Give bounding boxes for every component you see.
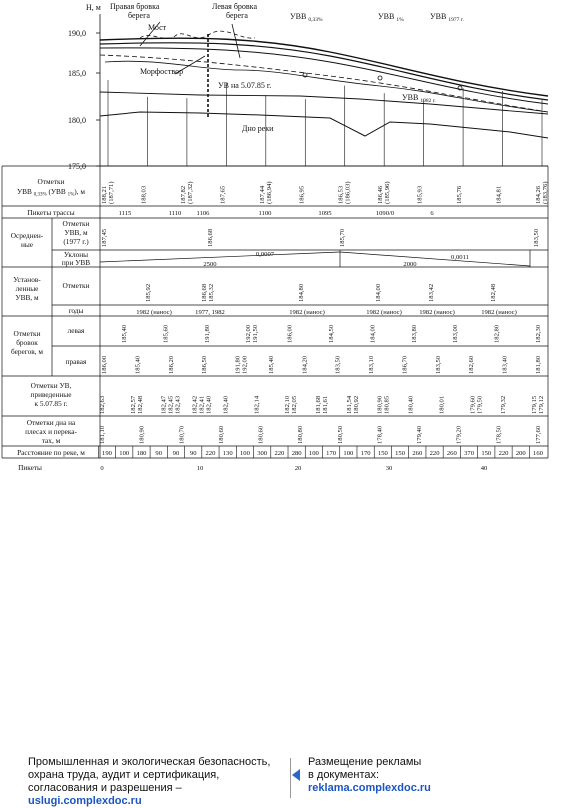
picket-trace-value: 6 <box>430 210 434 217</box>
picket-axis-value: 10 <box>196 465 204 472</box>
uv-value: 179,15 <box>531 395 538 414</box>
uv-value: 182,47 <box>160 395 168 414</box>
row-header-slopes-1: Уклоны <box>63 250 89 259</box>
row-header-averaged-1: Осреднен- <box>10 231 44 240</box>
picket-trace-value: 1110 <box>168 210 182 217</box>
y-axis-label: H, м <box>86 3 101 12</box>
distance-value: 370 <box>464 450 474 457</box>
uvv-mark-value: 186,95 <box>298 185 306 204</box>
uv-value: 181,54 <box>345 395 353 414</box>
uvv-033-label: УВВ $_{0,33\%}$ <box>290 12 323 23</box>
row-header-bank-left: левая <box>67 326 85 335</box>
bottom-value: 180,80 <box>297 425 305 444</box>
bank-right-value: 186,00 <box>101 355 108 374</box>
uv-value: 179,12 <box>538 395 545 414</box>
footer-left-line2: охрана труда, аудит и сертификация, <box>28 769 220 781</box>
uvv-mark-value: 187,65 <box>219 185 227 204</box>
bank-right-value: 185,40 <box>134 355 142 374</box>
row-header-bank-marks-2: бровок <box>16 338 38 347</box>
bank-left-value: 184,50 <box>328 324 335 343</box>
uv-1985-line <box>100 92 548 114</box>
footer <box>0 754 576 807</box>
uv-value: 182,42 <box>191 395 199 414</box>
distance-value: 100 <box>308 450 319 457</box>
arrow-left-icon <box>292 769 300 781</box>
footer-right-line1: Размещение рекламы <box>308 756 422 768</box>
y-tick-label: 185,0 <box>68 69 86 78</box>
uvv-mark-value: 185,93 <box>416 185 424 204</box>
distance-value: 180 <box>136 450 147 457</box>
uvv-mark-value: 188,03 <box>140 185 148 204</box>
uvv-1-label: УВВ $_{1\%}$ <box>378 12 404 23</box>
uv-value: 182,40 <box>222 395 230 414</box>
established-value: 183,42 <box>428 283 435 302</box>
uvv-mark-value: 187,82 <box>179 185 187 204</box>
established-year: 1982 (нанос) <box>481 309 517 316</box>
row-header-slopes-2: при УВВ <box>61 258 91 267</box>
established-value: 185,92 <box>145 283 152 302</box>
y-tick-label: 175,0 <box>68 162 86 171</box>
left-bank-label-2: берега <box>226 11 248 20</box>
uv-value: 179,32 <box>500 395 508 414</box>
uvv-mark-value: (183,76) <box>542 181 549 204</box>
uvv-mark-value: (185,96) <box>384 181 392 204</box>
picket-trace-value: 1106 <box>196 210 210 217</box>
uvv-mark-value: 186,46 <box>377 185 385 204</box>
uv-value: 182,10 <box>284 395 292 414</box>
distance-value: 150 <box>395 450 406 457</box>
bottom-value: 178,50 <box>495 425 503 444</box>
bank-left-value: 182,80 <box>493 324 501 343</box>
uv-value: 182,43 <box>174 395 182 414</box>
uvv-mark-value: (187,32) <box>186 181 194 204</box>
row-header-uvv-marks-2: УВВ $_{0,33\%}$ (УВВ $_{1\%}$), м <box>16 187 86 198</box>
picket-axis-value: 0 <box>100 465 104 472</box>
uv-date-label: УВ на 5.07.85 г. <box>218 81 272 90</box>
established-year: 1982 (нанос) <box>136 309 172 316</box>
distance-value: 130 <box>222 450 233 457</box>
bridge-label: Мост <box>148 23 167 32</box>
distance-value: 300 <box>257 450 268 457</box>
picket-trace-value: 1100 <box>258 210 272 217</box>
bottom-value: 177,60 <box>535 425 542 444</box>
uv-value: 180,01 <box>438 395 446 414</box>
uv-value: 181,61 <box>322 395 329 414</box>
footer-separator <box>290 758 291 798</box>
riverbed-label: Дно реки <box>242 124 274 133</box>
established-value: 184,80 <box>298 283 305 302</box>
footer-left <box>28 756 286 808</box>
bottom-value: 180,70 <box>178 425 186 444</box>
distance-value: 220 <box>205 450 216 457</box>
bottom-value: 178,40 <box>376 425 384 444</box>
uv-value: 179,60 <box>469 395 477 414</box>
distance-value: 170 <box>326 450 337 457</box>
bank-left-value: 185,60 <box>162 324 170 343</box>
uvv-1977-label: УВВ $_{1977 г.}$ <box>430 12 464 23</box>
uv-value: 182,40 <box>205 395 213 414</box>
y-tick-label: 190,0 <box>68 29 86 38</box>
row-header-bank-marks-1: Отметки <box>13 329 41 338</box>
distance-value: 160 <box>533 450 543 457</box>
row-header-established-2: ленные <box>15 284 39 293</box>
picket-axis-value: 30 <box>385 465 393 472</box>
distance-value: 260 <box>412 450 423 457</box>
distance-value: 90 <box>172 450 180 457</box>
distance-value: 280 <box>291 450 302 457</box>
distance-value: 90 <box>155 450 163 457</box>
footer-right-line2: в документах: <box>308 769 380 781</box>
row-header-established-years: годы <box>68 306 84 315</box>
uv-value: 182,05 <box>291 395 299 414</box>
row-header-established-3: УВВ, м <box>15 293 39 302</box>
bank-left-value: 185,40 <box>121 324 128 343</box>
distance-value: 220 <box>274 450 285 457</box>
averaged-uvv-value: 185,70 <box>339 228 346 247</box>
distance-value: 170 <box>360 450 371 457</box>
bank-right-value: 192,00 <box>241 355 249 374</box>
slope-line <box>100 252 340 262</box>
footer-left-link[interactable]: uslugi.complexdoc.ru <box>28 795 142 807</box>
uvv-mark-value: (186,03) <box>344 181 352 204</box>
row-header-bank-right: правая <box>65 357 87 366</box>
footer-left-line3 <box>28 782 286 808</box>
distance-value: 190 <box>102 450 112 457</box>
row-header-averaged-2: ные <box>20 240 34 249</box>
row-header-uv-marks-1: Отметки УВ, <box>30 381 72 390</box>
row-header-bank-marks-3: берегов, м <box>11 347 43 356</box>
bank-left-value: 182,30 <box>535 324 542 343</box>
bottom-value: 180,60 <box>217 425 225 444</box>
bottom-value: 181,10 <box>99 425 106 444</box>
uv-value: 182,57 <box>129 395 137 414</box>
established-year: 1982 (нанос) <box>419 309 455 316</box>
row-header-pickets: Пикеты <box>18 463 42 472</box>
bank-left-value: 192,00 <box>245 324 253 343</box>
bank-right-value: 182,60 <box>468 355 476 374</box>
picket-axis-value: 20 <box>294 465 302 472</box>
slope-length: 2000 <box>403 261 417 268</box>
picket-trace-value: 1090/0 <box>375 210 395 217</box>
uv-value: 180,90 <box>376 395 384 414</box>
bank-right-value: 186,20 <box>167 355 175 374</box>
distance-value: 220 <box>498 450 509 457</box>
uv-value: 181,68 <box>315 395 322 414</box>
bank-right-value: 186,50 <box>201 355 209 374</box>
footer-left-line1: Промышленная и экологическая безопасность, <box>28 756 271 768</box>
established-value: 186,68 <box>201 283 208 302</box>
row-header-bottom-1: Отметки дна на <box>26 418 76 427</box>
established-year: 1977, 1982 <box>195 309 225 316</box>
footer-left-line3-text: согласования и разрешения – <box>28 782 182 794</box>
averaged-uvv-value: 186,68 <box>207 228 214 247</box>
uvv-1982-label: УВВ $_{1982 г.}$ <box>402 93 436 104</box>
uvv-mark-value: 186,53 <box>337 185 345 204</box>
uv-value: 180,92 <box>352 395 360 414</box>
row-header-averaged-uvv-2: УВВ, м <box>64 228 88 237</box>
distance-value: 150 <box>377 450 388 457</box>
uv-value: 182,41 <box>198 395 206 414</box>
row-header-uv-marks-3: к 5.07.85 г. <box>34 399 68 408</box>
uvv-mark-value: 185,76 <box>456 185 464 204</box>
established-value: 185,32 <box>208 283 215 302</box>
bank-right-value: 185,40 <box>267 355 275 374</box>
uvv-mark-value: 184,26 <box>535 185 542 204</box>
uv-value: 182,14 <box>253 395 261 414</box>
slope-line <box>340 252 530 266</box>
uvv-mark-value: (187,71) <box>108 181 115 204</box>
leader-line <box>232 24 240 58</box>
uvv-mark-value: 184,81 <box>495 185 503 204</box>
footer-right-link[interactable]: reklama.complexdoc.ru <box>308 782 431 794</box>
bank-right-value: 184,20 <box>301 355 309 374</box>
uvv-mark-value: (186,94) <box>265 181 273 204</box>
row-header-uvv-marks-1: Отметки <box>37 177 65 186</box>
established-year: 1982 (нанос) <box>289 309 325 316</box>
right-bank-dashed <box>140 31 255 38</box>
picket-trace-value: 1115 <box>118 210 132 217</box>
averaged-uvv-value: 183,50 <box>533 228 540 247</box>
bottom-value: 180,60 <box>257 425 265 444</box>
uv-value: 182,48 <box>136 395 144 414</box>
bank-left-value: 184,00 <box>369 324 377 343</box>
picket-axis-value: 40 <box>480 465 488 472</box>
row-header-bottom-3: тах, м <box>41 436 61 445</box>
right-bank-label-1: Правая бровка <box>110 2 160 11</box>
bank-left-value: 183,80 <box>410 324 418 343</box>
bank-left-value: 183,00 <box>452 324 460 343</box>
row-header-averaged-uvv-3: (1977 г.) <box>63 237 89 246</box>
longitudinal-profile <box>96 14 548 166</box>
distance-value: 100 <box>239 450 250 457</box>
row-header-averaged-uvv-1: Отметки <box>62 219 90 228</box>
left-bank-label-1: Левая бровка <box>212 2 257 11</box>
morphostvor-label: Морфоствор <box>140 67 184 76</box>
uv-value: 180,40 <box>407 395 415 414</box>
row-header-pickets-trace: Пикеты трассы <box>27 208 75 217</box>
row-header-established-marks: Отметки <box>62 281 90 290</box>
distance-value: 220 <box>429 450 440 457</box>
y-tick-label: 180,0 <box>68 116 86 125</box>
established-year: 1982 (нанос) <box>366 309 402 316</box>
right-bank-label-2: берега <box>128 11 150 20</box>
bottom-value: 180,50 <box>336 425 344 444</box>
distance-value: 200 <box>515 450 526 457</box>
uv-value: 179,50 <box>476 395 484 414</box>
bank-left-value: 191,50 <box>252 324 260 343</box>
row-header-bottom-2: плесах и перека- <box>25 427 77 436</box>
data-table-grid <box>2 166 548 458</box>
bank-point <box>378 76 382 80</box>
bank-right-value: 183,10 <box>368 355 376 374</box>
uv-value: 182,45 <box>167 395 175 414</box>
distance-value: 260 <box>446 450 457 457</box>
bottom-value: 179,20 <box>455 425 463 444</box>
uvv-mark-value: 188,21 <box>101 185 108 204</box>
slope-length: 2500 <box>203 261 217 268</box>
bank-right-value: 183,40 <box>501 355 509 374</box>
uv-value: 180,85 <box>383 395 391 414</box>
bottom-value: 180,90 <box>138 425 146 444</box>
bank-right-value: 181,80 <box>535 355 542 374</box>
riverbed-line <box>100 112 548 138</box>
uv-value: 182,63 <box>99 395 106 414</box>
distance-value: 100 <box>343 450 354 457</box>
bank-left-value: 186,00 <box>286 324 294 343</box>
bank-right-value: 183,50 <box>434 355 442 374</box>
footer-right <box>308 756 548 795</box>
distance-value: 150 <box>481 450 492 457</box>
established-value: 184,00 <box>375 283 382 302</box>
uvv-mark-value: 187,44 <box>258 185 266 204</box>
slope-value: 0,0011 <box>451 254 469 261</box>
picket-trace-value: 1095 <box>318 210 332 217</box>
row-header-distance: Расстояние по реке, м <box>17 448 85 457</box>
averaged-uvv-value: 187,45 <box>101 228 108 247</box>
established-value: 182,48 <box>490 283 497 302</box>
bank-right-value: 191,80 <box>234 355 242 374</box>
bank-right-value: 186,70 <box>401 355 409 374</box>
bottom-value: 179,40 <box>416 425 424 444</box>
distance-value: 100 <box>119 450 130 457</box>
distance-value: 90 <box>189 450 197 457</box>
slope-value: 0,0007 <box>255 251 275 258</box>
row-header-established-1: Установ- <box>13 275 41 284</box>
bank-right-value: 183,50 <box>334 355 342 374</box>
row-header-uv-marks-2: приведенные <box>30 390 72 399</box>
bank-left-value: 191,80 <box>203 324 211 343</box>
